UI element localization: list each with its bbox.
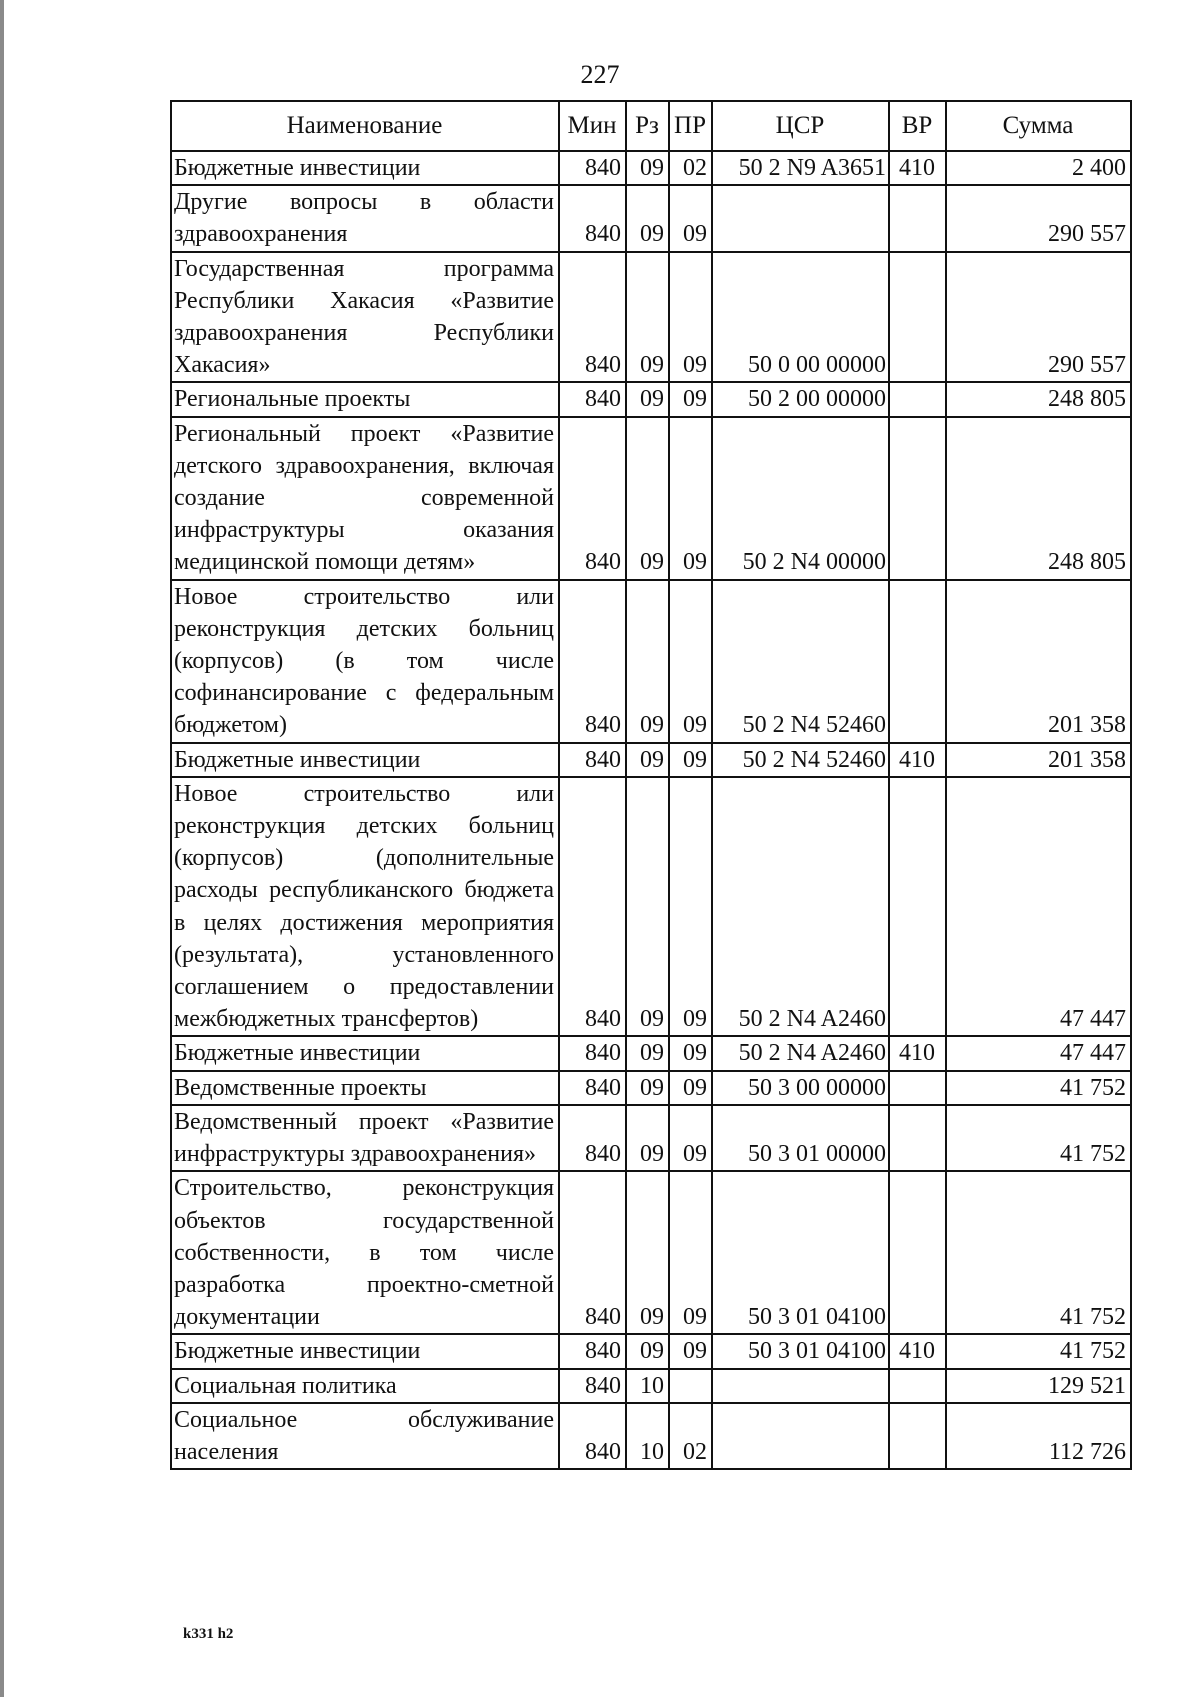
row-pr: 09 [669, 580, 712, 743]
row-vr: 410 [889, 151, 946, 185]
row-min: 840 [559, 743, 626, 777]
row-rz: 10 [626, 1403, 669, 1469]
row-vr [889, 1171, 946, 1334]
row-sum: 47 447 [946, 1036, 1131, 1070]
row-min: 840 [559, 1171, 626, 1334]
table-row [171, 382, 1131, 416]
row-rz: 09 [626, 1071, 669, 1105]
row-pr: 09 [669, 743, 712, 777]
row-sum: 41 752 [946, 1071, 1131, 1105]
header-pr: ПР [669, 101, 712, 151]
footer-code: k331 h2 [183, 1626, 234, 1642]
row-min: 840 [559, 580, 626, 743]
row-sum: 129 521 [946, 1369, 1131, 1403]
row-sum: 47 447 [946, 777, 1131, 1037]
row-sum: 290 557 [946, 185, 1131, 251]
row-csr: 50 2 N4 A2460 [712, 1036, 889, 1070]
row-rz: 09 [626, 151, 669, 185]
row-name: Другие вопросы в области здравоохранения [171, 185, 559, 251]
table-row [171, 1334, 1131, 1368]
row-vr [889, 1369, 946, 1403]
row-pr: 02 [669, 151, 712, 185]
row-min: 840 [559, 1071, 626, 1105]
row-sum: 290 557 [946, 252, 1131, 383]
header-vr: ВР [889, 101, 946, 151]
row-vr [889, 382, 946, 416]
row-csr: 50 2 N4 00000 [712, 417, 889, 580]
row-min: 840 [559, 151, 626, 185]
row-vr [889, 580, 946, 743]
row-rz: 09 [626, 382, 669, 416]
table-row [171, 1071, 1131, 1105]
scan-edge [0, 0, 4, 1697]
row-vr [889, 777, 946, 1037]
table-row [171, 1171, 1131, 1334]
row-sum: 248 805 [946, 417, 1131, 580]
row-pr: 09 [669, 417, 712, 580]
row-pr: 09 [669, 185, 712, 251]
row-min: 840 [559, 417, 626, 580]
row-name: Новое строительство или реконструкция детских больниц (корпусов) (в том числе софинансирование с федеральным бюджетом) [171, 580, 559, 743]
row-csr: 50 3 01 00000 [712, 1105, 889, 1171]
table-row [171, 1105, 1131, 1171]
row-vr [889, 1071, 946, 1105]
row-sum: 41 752 [946, 1171, 1131, 1334]
row-pr: 09 [669, 1334, 712, 1368]
row-rz: 09 [626, 185, 669, 251]
row-sum: 201 358 [946, 580, 1131, 743]
row-name: Строительство, реконструкция объектов государственной собственности, в том числе разработка проектно-сметной документации [171, 1171, 559, 1334]
row-vr [889, 185, 946, 251]
row-sum: 112 726 [946, 1403, 1131, 1469]
budget-table [170, 100, 1132, 1470]
row-rz: 09 [626, 743, 669, 777]
header-rz: Рз [626, 101, 669, 151]
row-min: 840 [559, 1036, 626, 1070]
row-name: Бюджетные инвестиции [171, 1334, 559, 1368]
row-rz: 10 [626, 1369, 669, 1403]
row-rz: 09 [626, 777, 669, 1037]
row-vr: 410 [889, 1334, 946, 1368]
row-min: 840 [559, 382, 626, 416]
row-rz: 09 [626, 417, 669, 580]
header-sum: Сумма [946, 101, 1131, 151]
row-name: Ведомственные проекты [171, 1071, 559, 1105]
row-rz: 09 [626, 1171, 669, 1334]
row-min: 840 [559, 252, 626, 383]
row-rz: 09 [626, 252, 669, 383]
row-sum: 248 805 [946, 382, 1131, 416]
row-min: 840 [559, 185, 626, 251]
row-vr [889, 417, 946, 580]
row-min: 840 [559, 1334, 626, 1368]
table-row [171, 151, 1131, 185]
header-name: Наименование [171, 101, 559, 151]
row-vr: 410 [889, 743, 946, 777]
row-name: Социальное обслуживание населения [171, 1403, 559, 1469]
table-body [171, 151, 1131, 1469]
row-name: Социальная политика [171, 1369, 559, 1403]
row-csr: 50 2 N4 52460 [712, 743, 889, 777]
row-pr: 09 [669, 777, 712, 1037]
row-rz: 09 [626, 1036, 669, 1070]
table-row [171, 1036, 1131, 1070]
row-rz: 09 [626, 580, 669, 743]
table-row [171, 1403, 1131, 1469]
row-name: Новое строительство или реконструкция детских больниц (корпусов) (дополнительные расходы республиканского бюджета в целях достижения мероприятия (результата), установленного соглашением о предоставлении межбюджетных трансфертов) [171, 777, 559, 1037]
table-row [171, 1369, 1131, 1403]
row-csr [712, 1369, 889, 1403]
row-csr: 50 3 00 00000 [712, 1071, 889, 1105]
row-csr: 50 3 01 04100 [712, 1334, 889, 1368]
row-csr: 50 2 N4 A2460 [712, 777, 889, 1037]
row-vr: 410 [889, 1036, 946, 1070]
row-csr: 50 2 N9 A3651 [712, 151, 889, 185]
row-pr: 09 [669, 382, 712, 416]
row-csr: 50 2 N4 52460 [712, 580, 889, 743]
row-name: Бюджетные инвестиции [171, 1036, 559, 1070]
row-vr [889, 252, 946, 383]
row-sum: 201 358 [946, 743, 1131, 777]
table-header-row [171, 101, 1131, 151]
row-sum: 41 752 [946, 1105, 1131, 1171]
row-name: Бюджетные инвестиции [171, 151, 559, 185]
row-min: 840 [559, 1403, 626, 1469]
row-name: Региональный проект «Развитие детского здравоохранения, включая создание современной инфраструктуры оказания медицинской помощи детям» [171, 417, 559, 580]
row-sum: 41 752 [946, 1334, 1131, 1368]
row-pr: 09 [669, 1105, 712, 1171]
table-row [171, 743, 1131, 777]
row-csr: 50 0 00 00000 [712, 252, 889, 383]
row-pr: 09 [669, 1171, 712, 1334]
row-csr: 50 3 01 04100 [712, 1171, 889, 1334]
row-name: Региональные проекты [171, 382, 559, 416]
row-min: 840 [559, 1369, 626, 1403]
row-csr: 50 2 00 00000 [712, 382, 889, 416]
row-csr [712, 1403, 889, 1469]
page-number: 227 [580, 60, 620, 89]
row-pr [669, 1369, 712, 1403]
row-min: 840 [559, 1105, 626, 1171]
row-min: 840 [559, 777, 626, 1037]
row-sum: 2 400 [946, 151, 1131, 185]
row-pr: 09 [669, 1071, 712, 1105]
row-name: Бюджетные инвестиции [171, 743, 559, 777]
row-name: Государственная программа Республики Хакасия «Развитие здравоохранения Республики Хакасия» [171, 252, 559, 383]
table-row [171, 252, 1131, 383]
table-row [171, 777, 1131, 1037]
row-pr: 09 [669, 252, 712, 383]
row-name: Ведомственный проект «Развитие инфраструктуры здравоохранения» [171, 1105, 559, 1171]
header-csr: ЦСР [712, 101, 889, 151]
row-vr [889, 1105, 946, 1171]
row-pr: 09 [669, 1036, 712, 1070]
row-rz: 09 [626, 1334, 669, 1368]
table-row [171, 417, 1131, 580]
table-row [171, 185, 1131, 251]
header-min: Мин [559, 101, 626, 151]
table-row [171, 580, 1131, 743]
row-rz: 09 [626, 1105, 669, 1171]
row-csr [712, 185, 889, 251]
row-vr [889, 1403, 946, 1469]
row-pr: 02 [669, 1403, 712, 1469]
